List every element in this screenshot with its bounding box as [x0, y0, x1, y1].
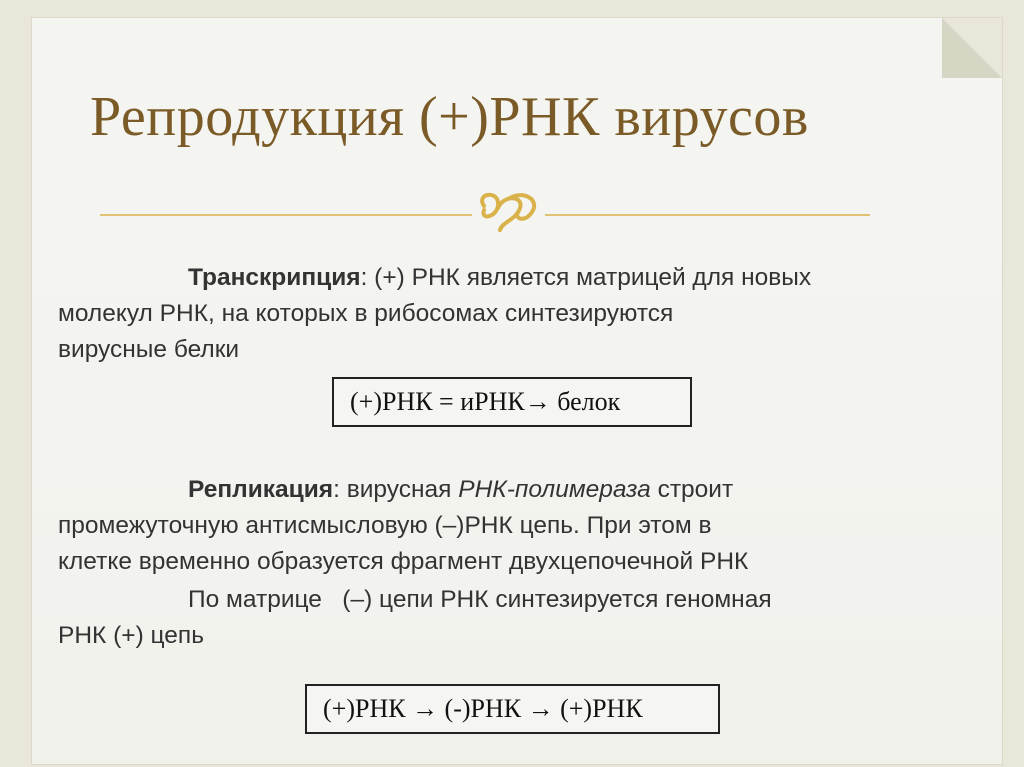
title-divider: [100, 186, 870, 236]
replication-line-3: клетке временно образуется фрагмент двухцепочечной РНК: [58, 548, 749, 575]
ornament-flourish-icon: [482, 195, 534, 230]
transcription-term: Транскрипция: [188, 264, 361, 291]
replication-formula: (+)РНК → (-)РНК → (+)РНК: [323, 694, 643, 723]
transcription-line-2: молекул РНК, на которых в рибосомах синтезируются: [58, 300, 674, 327]
transcription-line-3: вирусные белки: [58, 336, 240, 363]
page-corner-fold: [942, 18, 1002, 78]
transcription-formula: (+)РНК = иРНК→ белок: [350, 387, 621, 416]
transcription-formula-box: [332, 377, 692, 427]
replication-line-4: По матрице (–) цепи РНК синтезируется геномная: [188, 586, 772, 613]
replication-line-1: Репликация: вирусная РНК-полимераза строит: [188, 476, 734, 503]
replication-term: Репликация: [188, 476, 334, 503]
replication-line-2: промежуточную антисмысловую (–)РНК цепь. При этом в: [58, 512, 712, 539]
replication-formula-box: [305, 684, 720, 734]
slide-title: Репродукция (+)РНК вирусов: [90, 86, 809, 148]
replication-paragraph: [58, 472, 918, 654]
transcription-line-1: Транскрипция: (+) РНК является матрицей для новых: [188, 264, 812, 291]
replication-line-5: РНК (+) цепь: [58, 622, 204, 649]
polymerase-term: РНК-полимераза: [458, 476, 651, 503]
transcription-paragraph: [58, 260, 918, 368]
